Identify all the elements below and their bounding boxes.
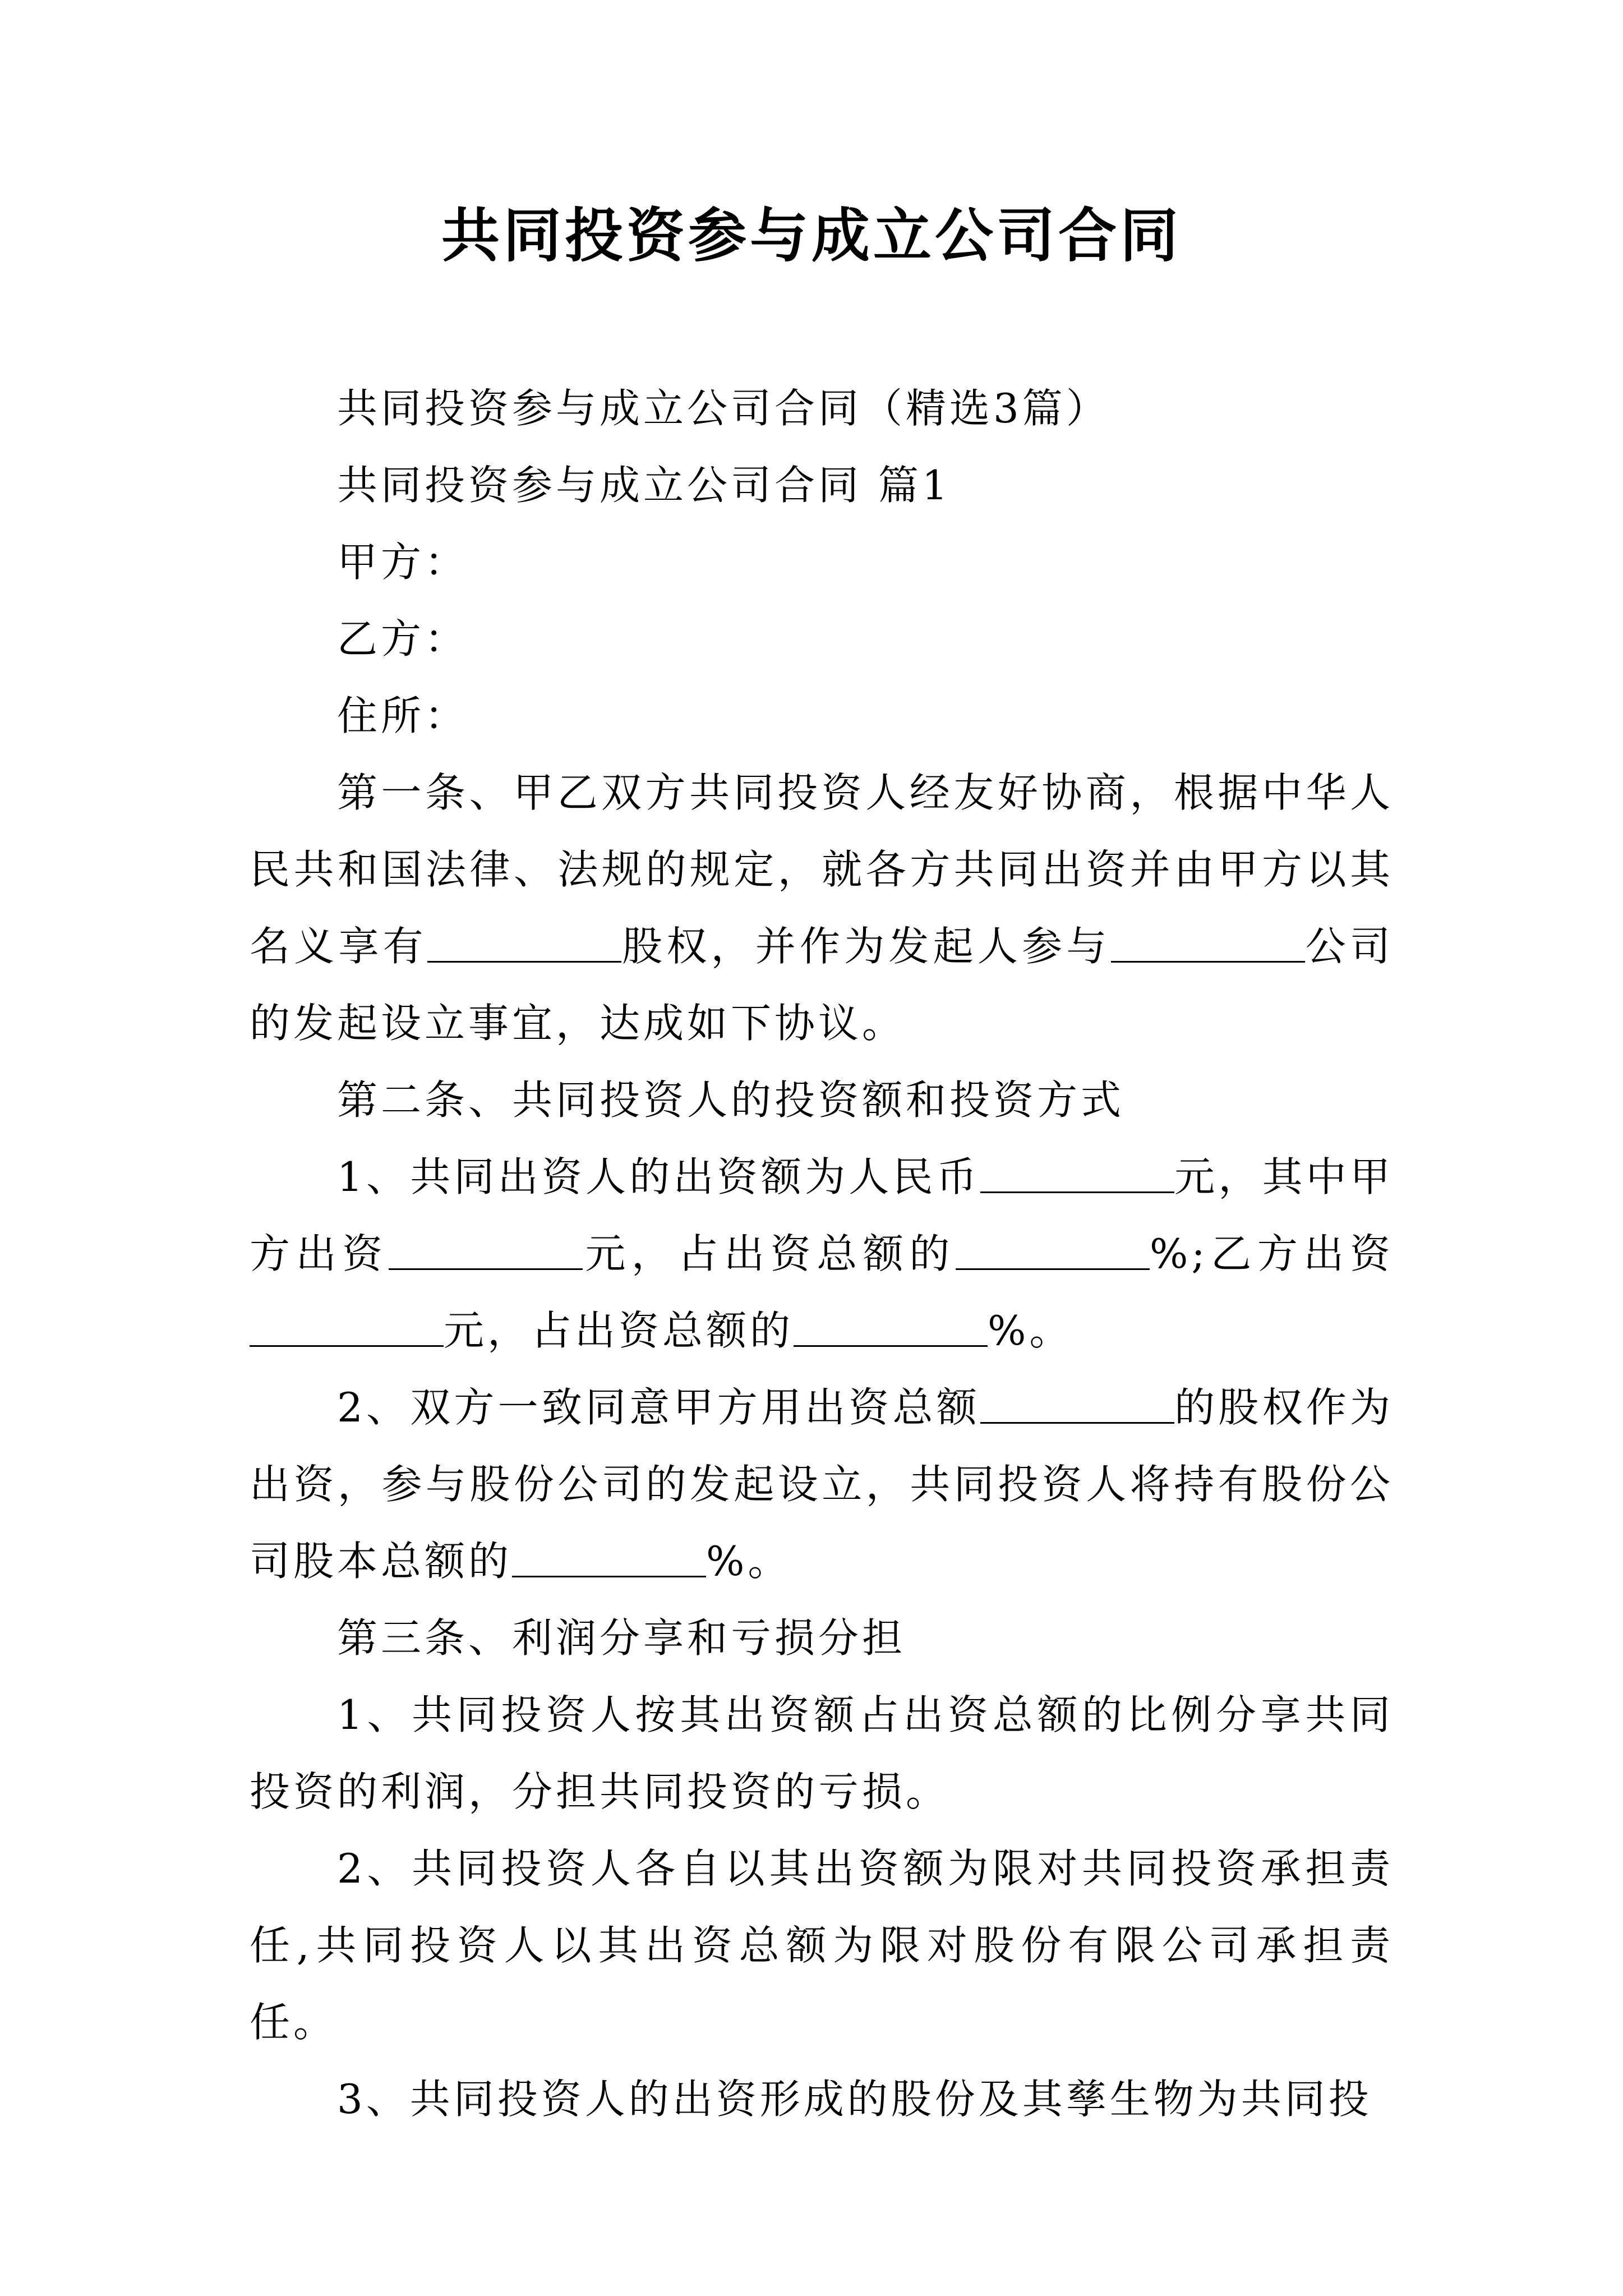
fill-blank [956, 1229, 1150, 1270]
paragraph-text: 元，其中甲方出资 [250, 1153, 1394, 1277]
paragraph-text: 1、共同投资人按其出资额占出资总额的比例分享共同投资的利润，分担共同投资的亏损。 [250, 1691, 1394, 1815]
paragraph-text: 乙方： [337, 615, 469, 662]
paragraph-section-heading [250, 447, 1394, 524]
paragraph-text: %;乙方出资 [1149, 1230, 1394, 1277]
fill-blank [980, 1383, 1174, 1424]
fill-blank [980, 1152, 1174, 1193]
paragraph-article-3-clause-3 [250, 2061, 1394, 2138]
paragraph-text: 第三条、利润分享和亏损分担 [337, 1614, 906, 1662]
paragraph-subtitle [250, 370, 1394, 447]
paragraph-article-2-clause-2 [250, 1369, 1394, 1600]
paragraph-address [250, 678, 1394, 754]
paragraph-text: 甲方： [337, 539, 469, 586]
paragraph-text: 第一条、甲乙双方共同投资人经友好协商，根据中华人民共和国法律、法规的规定，就各方共同出资并由甲方以其名义享有 [250, 769, 1394, 970]
paragraph-party-a [250, 524, 1394, 601]
paragraph-text: 2、共同投资人各自以其出资额为限对共同投资承担责任,共同投资人以其出资总额为限对股份有限公司承担责任。 [250, 1845, 1394, 2046]
paragraph-text: 住所： [337, 692, 469, 739]
paragraph-text: 3、共同投资人的出资形成的股份及其孳生物为共同投 [337, 2076, 1372, 2123]
paragraph-text: 1、共同出资人的出资额为人民币 [337, 1153, 980, 1200]
paragraph-text: 股权，并作为发起人参与 [621, 923, 1111, 970]
paragraph-article-2-heading [250, 1062, 1394, 1139]
fill-blank [794, 1306, 988, 1347]
paragraph-text: 的股权作为出资，参与股份公司的发起设立，共同投资人将持有股份公司股本总额的 [250, 1384, 1394, 1585]
paragraph-text: 2、双方一致同意甲方用出资总额 [337, 1384, 980, 1431]
paragraph-text: 元，占出资总额的 [444, 1307, 794, 1354]
paragraph-article-3-clause-1 [250, 1677, 1394, 1830]
fill-blank [389, 1229, 583, 1270]
paragraph-text: 共同投资参与成立公司合同（精选3篇） [337, 385, 1110, 432]
paragraph-article-2-clause-1 [250, 1139, 1394, 1369]
paragraph-text: 共同投资参与成立公司合同 篇1 [337, 462, 951, 509]
fill-blank [250, 1306, 444, 1347]
fill-blank [1111, 922, 1305, 963]
document-body [250, 370, 1394, 2138]
paragraph-text: %。 [988, 1307, 1073, 1354]
paragraph-party-b [250, 601, 1394, 678]
document-title: 共同投资参与成立公司合同 [441, 201, 1182, 270]
paragraph-text: 元，占出资总额的 [582, 1230, 956, 1277]
paragraph-article-3-clause-2 [250, 1830, 1394, 2061]
paragraph-text: 公司的发起设立事宜，达成如下协议。 [250, 923, 1394, 1047]
paragraph-article-1 [250, 754, 1394, 1062]
fill-blank [512, 1536, 706, 1577]
paragraph-text: 第二条、共同投资人的投资额和投资方式 [337, 1076, 1125, 1124]
paragraph-article-3-heading [250, 1600, 1394, 1677]
fill-blank [427, 922, 621, 963]
paragraph-text: %。 [706, 1538, 792, 1585]
